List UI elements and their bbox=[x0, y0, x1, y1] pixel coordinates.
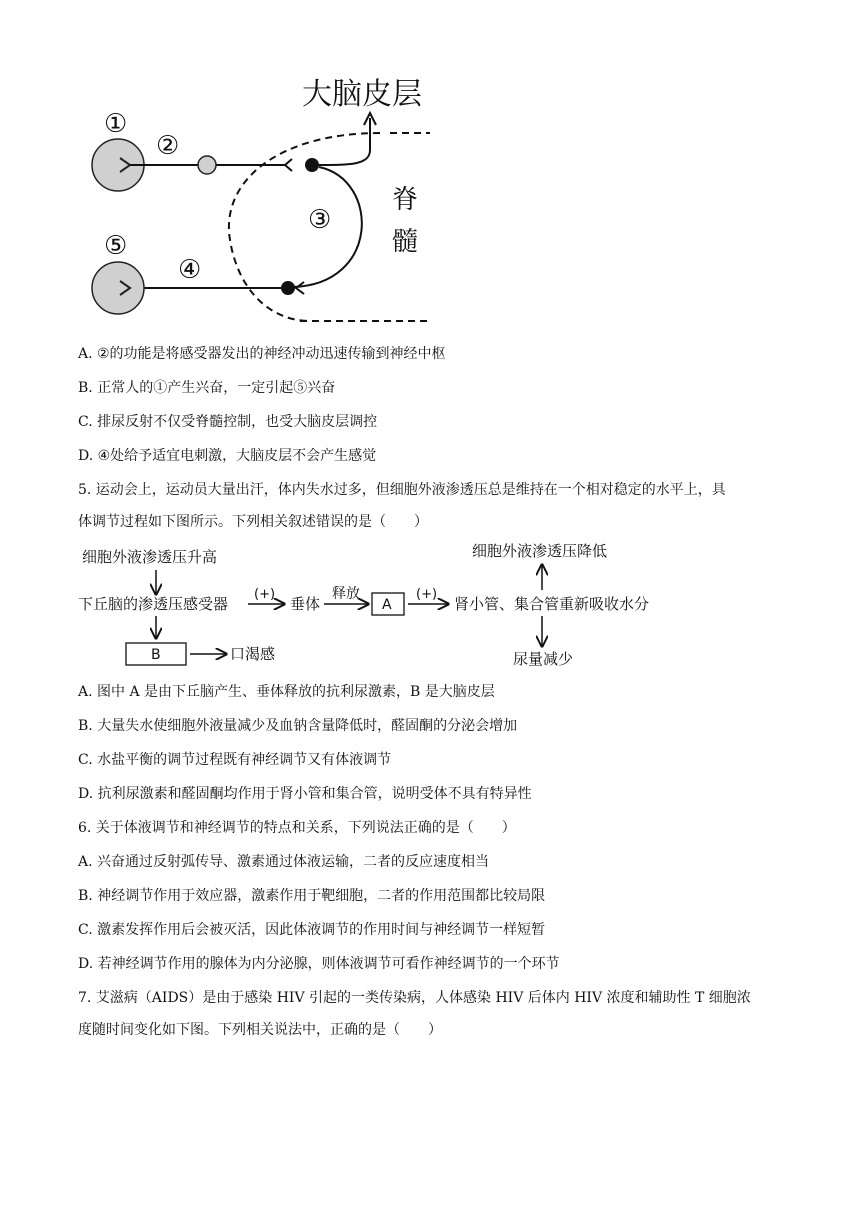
osmotic-rise-text: 细胞外液渗透压升高 bbox=[82, 548, 218, 566]
water-balance-diagram bbox=[70, 540, 710, 675]
release-text: 释放 bbox=[332, 586, 360, 602]
osmotic-drop-text: 细胞外液渗透压降低 bbox=[472, 542, 608, 560]
label-1: ① bbox=[104, 109, 128, 139]
label-4: ④ bbox=[178, 255, 202, 285]
ganglion-circle bbox=[198, 156, 216, 174]
q4-option-c: C. 排尿反射不仅受脊髓控制，也受大脑皮层调控 bbox=[78, 414, 378, 430]
pituitary-text: 垂体 bbox=[290, 595, 321, 613]
ascending-tract bbox=[319, 118, 370, 165]
q7-stem-line2: 度随时间变化如下图。下列相关说法中，正确的是（ ） bbox=[78, 1022, 442, 1038]
q5-option-d: D. 抗利尿激素和醛固酮均作用于肾小管和集合管，说明受体不具有特异性 bbox=[78, 786, 532, 802]
q6-option-a: A. 兴奋通过反射弧传导、激素通过体液运输，二者的反应速度相当 bbox=[78, 854, 490, 870]
spine-label-1: 脊 bbox=[392, 185, 419, 215]
label-5: ⑤ bbox=[104, 231, 128, 261]
spine-label-2: 髓 bbox=[392, 227, 419, 257]
thirst-text: 口渴感 bbox=[230, 645, 276, 663]
label-2: ② bbox=[156, 131, 180, 161]
q5-option-c: C. 水盐平衡的调节过程既有神经调节又有体液调节 bbox=[78, 752, 392, 768]
q4-option-b: B. 正常人的①产生兴奋，一定引起⑤兴奋 bbox=[78, 380, 336, 396]
q6-option-c: C. 激素发挥作用后会被灭活，因此体液调节的作用时间与神经调节一样短暂 bbox=[78, 922, 546, 938]
motor-neuron-body bbox=[281, 281, 295, 295]
interneuron-body bbox=[305, 158, 319, 172]
q4-option-d: D. ④处给予适宜电刺激，大脑皮层不会产生感觉 bbox=[78, 448, 377, 464]
effector-circle bbox=[92, 262, 144, 314]
q4-option-a: A. ②的功能是将感受器发出的神经冲动迅速传输到神经中枢 bbox=[78, 346, 446, 362]
osmoreceptor-text: 下丘脑的渗透压感受器 bbox=[78, 595, 229, 613]
box-a-label: A bbox=[382, 597, 392, 613]
q5-stem-line2: 体调节过程如下图所示。下列相关叙述错误的是（ ） bbox=[78, 514, 428, 530]
q6-stem: 6. 关于体液调节和神经调节的特点和关系，下列说法正确的是（ ） bbox=[78, 820, 516, 836]
cortex-label: 大脑皮层 bbox=[302, 77, 422, 112]
q5-option-b: B. 大量失水使细胞外液量减少及血钠含量降低时，醛固酮的分泌会增加 bbox=[78, 718, 518, 734]
reflex-arc-diagram bbox=[80, 70, 460, 330]
kidney-text: 肾小管、集合管重新吸收水分 bbox=[454, 595, 650, 613]
plus-sign-2: (+) bbox=[416, 587, 438, 602]
urine-decrease-text: 尿量减少 bbox=[513, 650, 574, 668]
plus-sign-1: (+) bbox=[254, 587, 276, 602]
q6-option-d: D. 若神经调节作用的腺体为内分泌腺，则体液调节可看作神经调节的一个环节 bbox=[78, 956, 560, 972]
box-b-label: B bbox=[151, 647, 161, 663]
q7-stem-line1: 7. 艾滋病（AIDS）是由于感染 HIV 引起的一类传染病，人体感染 HIV 后体内 HIV 浓度和辅助性 T 细胞浓 bbox=[78, 990, 751, 1006]
q6-option-b: B. 神经调节作用于效应器，激素作用于靶细胞，二者的作用范围都比较局限 bbox=[78, 888, 546, 904]
label-3: ③ bbox=[308, 205, 332, 235]
spinal-boundary-arc bbox=[229, 133, 380, 321]
q5-stem-line1: 5. 运动会上，运动员大量出汗，体内失水过多，但细胞外液渗透压总是维持在一个相对稳定的水平上，具 bbox=[78, 482, 726, 498]
q5-option-a: A. 图中 A 是由下丘脑产生、垂体释放的抗利尿激素，B 是大脑皮层 bbox=[78, 684, 495, 700]
